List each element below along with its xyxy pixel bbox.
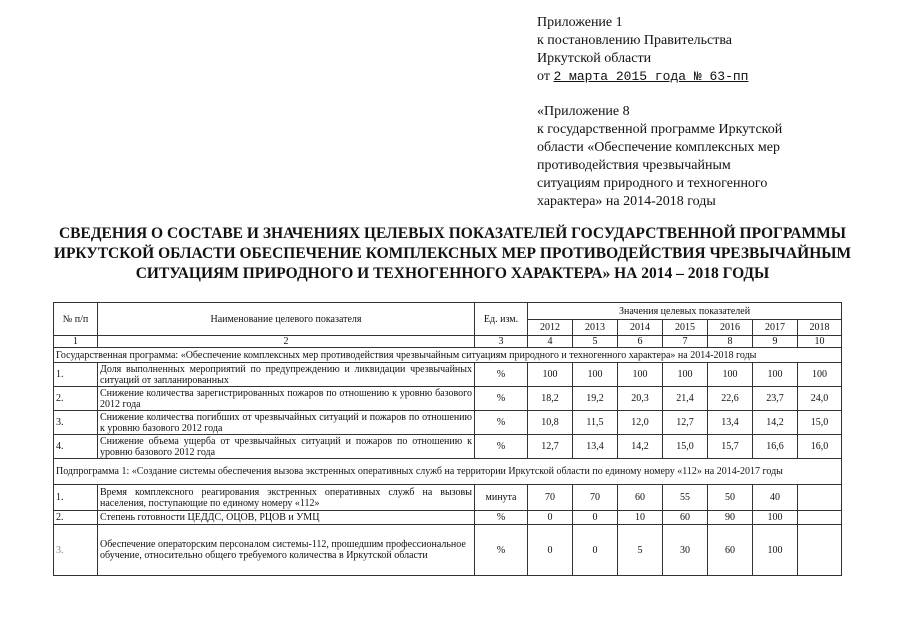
row-value bbox=[798, 485, 842, 511]
row-value: 50 bbox=[708, 485, 753, 511]
header-line: противодействия чрезвычайным bbox=[537, 158, 731, 173]
column-numbers-row bbox=[54, 336, 842, 348]
table-row bbox=[54, 411, 842, 435]
table-row bbox=[54, 511, 842, 525]
row-value: 0 bbox=[528, 511, 573, 525]
row-unit: % bbox=[475, 435, 528, 459]
title-line: СИТУАЦИЯМ ПРИРОДНОГО И ТЕХНОГЕННОГО ХАРАКТЕРА» НА 2014 – 2018 ГОДЫ bbox=[135, 265, 770, 282]
row-value: 15,0 bbox=[798, 411, 842, 435]
header-block-appendix-1 bbox=[537, 14, 748, 86]
header-unit: Ед. изм. bbox=[475, 303, 528, 336]
header-block-appendix-8 bbox=[537, 103, 782, 211]
title-line: ИРКУТСКОЙ ОБЛАСТИ ОБЕСПЕЧЕНИЕ КОМПЛЕКСНЫХ МЕР ПРОТИВОДЕЙСТВИЯ ЧРЕЗВЫЧАЙНЫМ bbox=[53, 245, 852, 262]
row-unit: минута bbox=[475, 485, 528, 511]
header-line: Приложение 1 bbox=[537, 15, 623, 30]
row-num: 3. bbox=[54, 525, 98, 576]
header-line: к государственной программе Иркутской bbox=[537, 122, 783, 137]
row-value: 0 bbox=[573, 511, 618, 525]
row-value: 40 bbox=[753, 485, 798, 511]
row-value: 16,0 bbox=[798, 435, 842, 459]
title-line: СВЕДЕНИЯ О СОСТАВЕ И ЗНАЧЕНИЯХ ЦЕЛЕВЫХ ПОКАЗАТЕЛЕЙ ГОСУДАРСТВЕННОЙ ПРОГРАММЫ bbox=[58, 225, 847, 242]
column-number: 10 bbox=[798, 336, 842, 348]
row-value: 60 bbox=[663, 511, 708, 525]
header-date-line bbox=[537, 68, 748, 86]
row-name: Снижение количества зарегистрированных пожаров по отношению к уровню базового 2012 года bbox=[98, 387, 475, 411]
header-line: к постановлению Правительства bbox=[537, 33, 733, 48]
row-value: 15,7 bbox=[708, 435, 753, 459]
column-number: 5 bbox=[573, 336, 618, 348]
row-num: 2. bbox=[54, 387, 98, 411]
row-value bbox=[798, 511, 842, 525]
row-name: Снижение объема ущерба от чрезвычайных ситуаций и пожаров по отношению к уровню базового 2012 года bbox=[98, 435, 475, 459]
header-values-group: Значения целевых показателей bbox=[528, 303, 842, 320]
row-value: 10 bbox=[618, 511, 663, 525]
column-number: 1 bbox=[54, 336, 98, 348]
column-number: 6 bbox=[618, 336, 663, 348]
table-row bbox=[54, 485, 842, 511]
row-value: 70 bbox=[528, 485, 573, 511]
section-title-subprogram-1: Подпрограмма 1: «Создание системы обеспечения вызова экстренных оперативных служб на территории Иркутской области по единому номеру «112» на 2014-2017 годы bbox=[54, 459, 842, 485]
row-num: 1. bbox=[54, 485, 98, 511]
row-name: Время комплексного реагирования экстренных оперативных служб на вызовы населения, поступающие по единому номеру «112» bbox=[98, 485, 475, 511]
header-name: Наименование целевого показателя bbox=[98, 303, 475, 336]
header-line: Иркутской области bbox=[537, 51, 652, 66]
row-value: 12,7 bbox=[663, 411, 708, 435]
row-value: 10,8 bbox=[528, 411, 573, 435]
row-value: 24,0 bbox=[798, 387, 842, 411]
column-number: 2 bbox=[98, 336, 475, 348]
row-value: 0 bbox=[528, 525, 573, 576]
row-value: 90 bbox=[708, 511, 753, 525]
header-year: 2016 bbox=[708, 320, 753, 336]
row-value: 23,7 bbox=[753, 387, 798, 411]
row-unit: % bbox=[475, 525, 528, 576]
header-year: 2012 bbox=[528, 320, 573, 336]
header-year: 2018 bbox=[798, 320, 842, 336]
row-name: Обеспечение операторским персоналом системы-112, прошедшим профессиональное обучение, относительно общего требуемого количества в Иркутской области bbox=[98, 525, 475, 576]
row-value: 13,4 bbox=[573, 435, 618, 459]
row-value: 60 bbox=[708, 525, 753, 576]
table-row bbox=[54, 435, 842, 459]
row-unit: % bbox=[475, 511, 528, 525]
row-unit: % bbox=[475, 363, 528, 387]
row-value: 11,5 bbox=[573, 411, 618, 435]
row-value: 21,4 bbox=[663, 387, 708, 411]
row-value: 13,4 bbox=[708, 411, 753, 435]
row-name: Доля выполненных мероприятий по предупреждению и ликвидации чрезвычайных ситуаций от запланированных bbox=[98, 363, 475, 387]
row-value: 0 bbox=[573, 525, 618, 576]
header-year: 2014 bbox=[618, 320, 663, 336]
header-date-prefix: от bbox=[537, 69, 550, 84]
document-title bbox=[30, 224, 875, 284]
row-num: 2. bbox=[54, 511, 98, 525]
indicators-table bbox=[53, 302, 842, 576]
header-date-value: 2 марта 2015 года № 63-пп bbox=[553, 69, 749, 84]
row-value: 100 bbox=[753, 525, 798, 576]
row-value: 100 bbox=[753, 363, 798, 387]
row-value: 14,2 bbox=[618, 435, 663, 459]
row-num: 4. bbox=[54, 435, 98, 459]
row-value: 12,0 bbox=[618, 411, 663, 435]
row-value: 100 bbox=[798, 363, 842, 387]
row-value: 60 bbox=[618, 485, 663, 511]
column-number: 3 bbox=[475, 336, 528, 348]
column-number: 4 bbox=[528, 336, 573, 348]
header-line: области «Обеспечение комплексных мер bbox=[537, 140, 780, 155]
row-unit: % bbox=[475, 411, 528, 435]
column-number: 7 bbox=[663, 336, 708, 348]
header-num: № п/п bbox=[54, 303, 98, 336]
column-number: 8 bbox=[708, 336, 753, 348]
section-title-state-program: Государственная программа: «Обеспечение комплексных мер противодействия чрезвычайным ситуациям природного и техногенного характера» на 2014-2018 годы bbox=[54, 348, 842, 363]
row-value: 100 bbox=[573, 363, 618, 387]
row-value: 100 bbox=[753, 511, 798, 525]
row-value: 55 bbox=[663, 485, 708, 511]
header-line: характера» на 2014-2018 годы bbox=[537, 194, 716, 209]
row-name: Снижение количества погибших от чрезвычайных ситуаций и пожаров по отношению к уровню базового 2012 года bbox=[98, 411, 475, 435]
row-value: 100 bbox=[663, 363, 708, 387]
header-line: ситуациям природного и техногенного bbox=[537, 176, 768, 191]
row-value: 100 bbox=[528, 363, 573, 387]
row-num: 1. bbox=[54, 363, 98, 387]
row-unit: % bbox=[475, 387, 528, 411]
row-value: 14,2 bbox=[753, 411, 798, 435]
row-value: 100 bbox=[618, 363, 663, 387]
row-value: 12,7 bbox=[528, 435, 573, 459]
table-row bbox=[54, 363, 842, 387]
header-year: 2017 bbox=[753, 320, 798, 336]
column-number: 9 bbox=[753, 336, 798, 348]
row-num: 3. bbox=[54, 411, 98, 435]
row-value: 16,6 bbox=[753, 435, 798, 459]
row-value: 100 bbox=[708, 363, 753, 387]
row-value: 18,2 bbox=[528, 387, 573, 411]
table-row bbox=[54, 387, 842, 411]
row-value: 22,6 bbox=[708, 387, 753, 411]
header-year: 2015 bbox=[663, 320, 708, 336]
header-line: «Приложение 8 bbox=[537, 104, 630, 119]
row-value: 20,3 bbox=[618, 387, 663, 411]
table-row bbox=[54, 525, 842, 576]
row-value: 5 bbox=[618, 525, 663, 576]
row-value: 19,2 bbox=[573, 387, 618, 411]
row-name: Степень готовности ЦЕДДС, ОЦОВ, РЦОВ и УМЦ bbox=[98, 511, 475, 525]
row-value: 15,0 bbox=[663, 435, 708, 459]
row-value: 30 bbox=[663, 525, 708, 576]
row-value: 70 bbox=[573, 485, 618, 511]
row-value bbox=[798, 525, 842, 576]
header-year: 2013 bbox=[573, 320, 618, 336]
